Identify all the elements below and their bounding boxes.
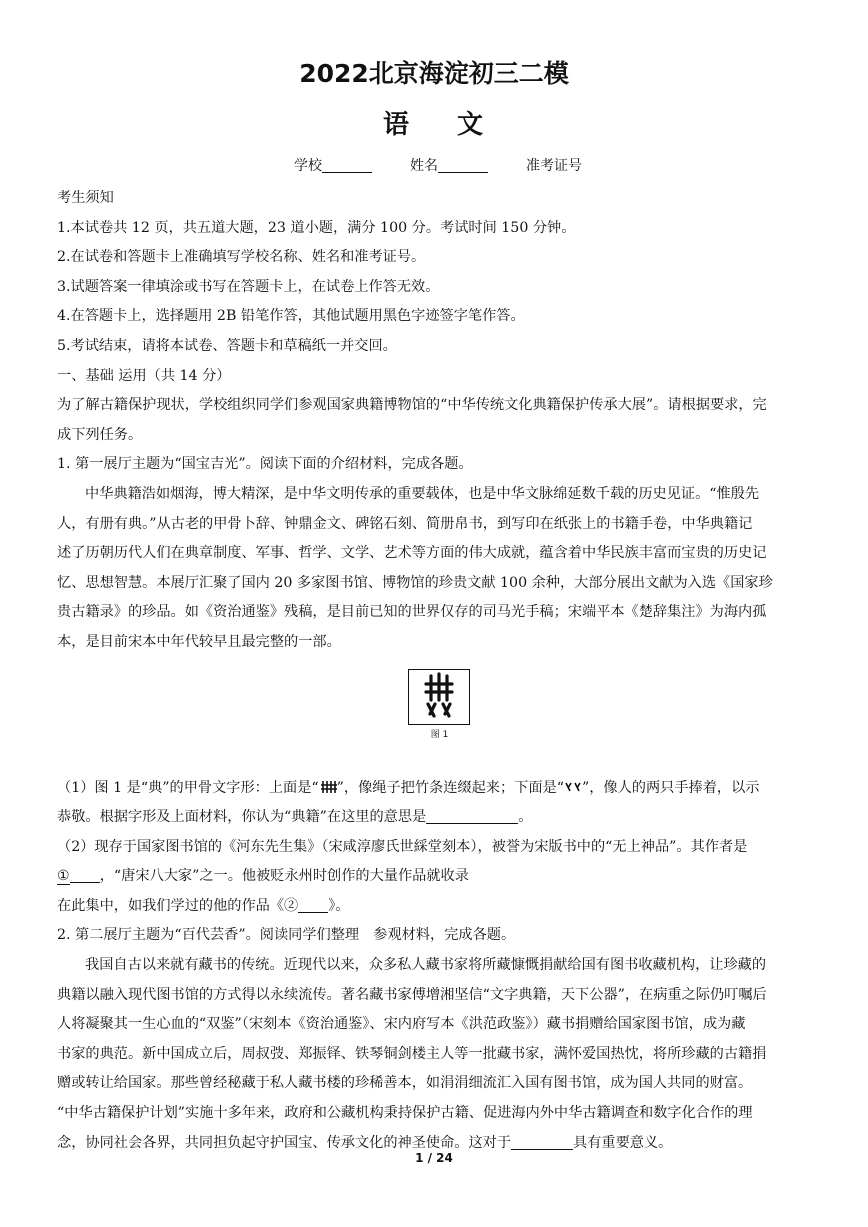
q1-1-text-a: （1）图 1 是“典”的甲骨文字形：上面是“: [57, 779, 319, 796]
q1-2-text-d: 》。: [328, 897, 350, 914]
answer-blank: [298, 898, 328, 913]
exam-title: 2022北京海淀初三二模: [299, 59, 569, 88]
question-1-2-line-3: [57, 892, 827, 922]
answer-blank: [511, 1135, 573, 1150]
passage-2-line: 赠或转让给国家。那些曾经秘藏于私人藏书楼的珍稀善本，如涓涓细流汇入国有图书馆，成为国人共同的财富。: [57, 1075, 753, 1092]
notice-item: 3.试题答案一律填涂或书写在答题卡上，在试卷上作答无效。: [57, 278, 440, 295]
question-1-2-line-1: （2）现存于国家图书馆的《河东先生集》（宋咸淳廖氏世綵堂刻本），被誉为宋版书中的“无上神品”。其作者是: [57, 838, 748, 855]
notice-item: 4.在答题卡上，选择题用 2B 铅笔作答，其他试题用黑色字迹签字笔作答。: [57, 308, 525, 325]
two-hands-glyph-icon: [564, 780, 582, 794]
blank-marker-1: ①: [57, 868, 70, 885]
passage-2-line: 人将凝聚其一生心血的“双鉴”（宋刻本《资治通鉴》、宋内府写本《洪范政鉴》）藏书捐赠给国家图书馆，成为藏: [57, 1016, 746, 1033]
name-label: 姓名: [410, 158, 438, 174]
q1-1-text-c: ”，像人的两只手捧着，以示: [581, 779, 760, 796]
passage-2-line: 我国自古以来就有藏书的传统。近现代以来，众多私人藏书家将所藏慷慨捐献给国有图书收藏机构，让珍藏的: [85, 957, 767, 974]
oracle-bone-dian-glyph-icon: [409, 670, 469, 724]
question-1-1-line-2: [57, 803, 827, 833]
answer-blank: [70, 868, 100, 883]
name-blank: [438, 158, 488, 173]
passage-1-line: 述了历朝历代人们在典章制度、军事、哲学、文学、艺术等方面的伟大成就，蕴含着中华民族丰富而宝贵的历史记: [57, 545, 767, 562]
intro-line-2: 成下列任务。: [57, 426, 143, 443]
q1-1-text-b: ”，像绳子把竹条连缀起来；下面是“: [336, 779, 564, 796]
question-1-2-line-2: [57, 862, 827, 892]
exam-number-label: 准考证号: [526, 158, 582, 174]
figure-1-caption: 图 1: [430, 730, 449, 740]
q1-2-text-c: 在此集中，如我们学过的他的作品《②: [57, 897, 299, 914]
school-label: 学校: [294, 158, 322, 174]
notice-heading: 考生须知: [57, 190, 114, 206]
bamboo-slips-glyph-icon: [319, 780, 337, 794]
section-heading: 一、基础 运用（共 14 分）: [57, 367, 231, 384]
passage-2-line: 典籍以融入现代图书馆的方式得以永续流传。著名藏书家傅增湘坚信“文字典籍，天下公器”，在病重之际仍叮嘱后: [57, 986, 767, 1003]
p3-text-a: 念，协同社会各界，共同担负起守护国宝、传承文化的神圣使命。这对于: [57, 1134, 512, 1151]
passage-3-line: “中华古籍保护计划”实施十多年来，政府和公藏机构秉持保护古籍、促进海内外中华古籍调查和数字化合作的理: [57, 1105, 753, 1122]
passage-1-line: 忆、思想智慧。本展厅汇聚了国内 20 多家图书馆、博物馆的珍贵文献 100 余种，大部分展出文献为入选《国家珍: [57, 574, 773, 591]
answer-blank: [426, 809, 518, 824]
notice-item: 2.在试卷和答题卡上准确填写学校名称、姓名和准考证号。: [57, 249, 426, 266]
subject-char-2: 文: [457, 110, 486, 140]
passage-1-line: 本，是目前宋本中年代较早且最完整的一部。: [57, 633, 341, 650]
q1-1-text-d: 恭敬。根据字形及上面材料，你认为“典籍”在这里的意思是: [57, 809, 427, 826]
question-2-heading: 2. 第二展厅主题为“百代芸香”。阅读同学们整理 参观材料，完成各题。: [57, 927, 516, 944]
subject-char-1: 语: [382, 110, 411, 140]
passage-1-line: 贵古籍录》的珍品。如《资治通鉴》残稿，是目前已知的世界仅存的司马光手稿；宋端平本《楚辞集注》为海内孤: [57, 604, 767, 621]
question-1-1-line-1: [57, 774, 827, 804]
notice-item: 5.考试结束，请将本试卷、答题卡和草稿纸一并交回。: [57, 337, 397, 354]
passage-1-line: 中华典籍浩如烟海，博大精深，是中华文明传承的重要载体，也是中华文脉绵延数千载的历史见证。“惟殷先: [85, 485, 760, 502]
passage-2-line: 书家的典范。新中国成立后，周叔弢、郑振铎、铁琴铜剑楼主人等一批藏书家，满怀爱国热忱，将所珍藏的古籍捐: [57, 1045, 767, 1062]
p3-text-b: 具有重要意义。: [573, 1134, 673, 1151]
page-number: 1 / 24: [415, 1151, 453, 1165]
subject-title: [0, 104, 868, 141]
figure-1-oracle-bone-dian: [408, 669, 470, 725]
passage-1-line: 人，有册有典。”从古老的甲骨卜辞、钟鼎金文、碑铭石刻、简册帛书，到写印在纸张上的书籍手卷，中华典籍记: [57, 515, 753, 532]
student-info-line: [294, 155, 582, 175]
intro-line-1: 为了解古籍保护现状，学校组织同学们参观国家典籍博物馆的“中华传统文化典籍保护传承大展”。请根据要求，完: [57, 397, 767, 414]
school-blank: [322, 158, 372, 173]
question-1-heading: 1. 第一展厅主题为“国宝吉光”。阅读下面的介绍材料，完成各题。: [57, 456, 473, 473]
notice-item: 1.本试卷共 12 页，共五道大题，23 道小题，满分 100 分。考试时间 150 分钟。: [57, 219, 576, 236]
q1-2-text-b: ，“唐宋八大家”之一。他被贬永州时创作的大量作品就收录: [99, 868, 469, 885]
q1-1-text-end: 。: [518, 809, 533, 826]
